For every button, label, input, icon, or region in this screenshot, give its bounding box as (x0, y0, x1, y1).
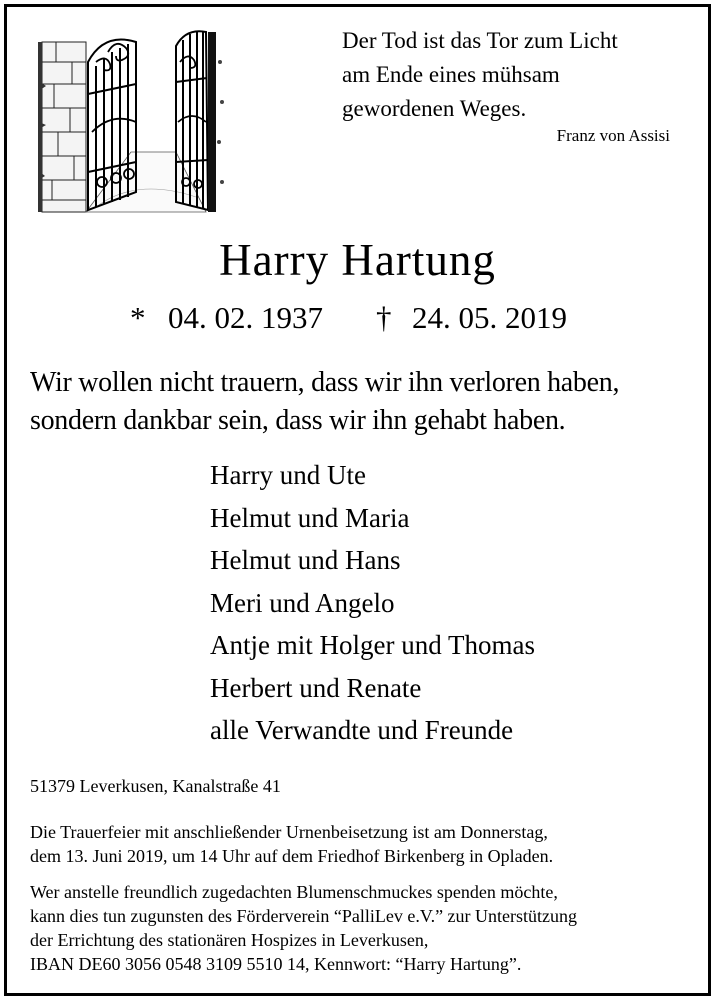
donation-line: IBAN DE60 3056 0548 3109 5510 14, Kennwort: “Harry Hartung”. (30, 954, 522, 974)
mourner: Helmut und Maria (210, 502, 410, 533)
donation-line: Wer anstelle freundlich zugedachten Blumenschmuckes spenden möchte, (30, 882, 558, 902)
donation-line: kann dies tun zugunsten des Förderverein “PalliLev e.V.” zur Unterstützung (30, 906, 578, 926)
funeral-info (30, 820, 690, 868)
mourner: Antje mit Holger und Thomas (210, 630, 535, 660)
mourners-list (210, 454, 680, 752)
quote-line: Der Tod ist das Tor zum Licht (342, 28, 618, 53)
birth-symbol: * (130, 300, 146, 335)
motto-line: sondern dankbar sein, dass wir ihn gehabt haben. (30, 405, 566, 436)
donation-line: der Errichtung des stationären Hospizes in Leverkusen, (30, 930, 429, 950)
deceased-name: Harry Hartung (219, 235, 496, 285)
death-symbol: † (376, 300, 392, 335)
address: 51379 Leverkusen, Kanalstraße 41 (30, 776, 281, 796)
mourner: Meri und Angelo (210, 587, 395, 618)
quote-author: Franz von Assisi (556, 126, 670, 145)
death-date: 24. 05. 2019 (412, 300, 567, 335)
quote (342, 24, 682, 126)
birth-date: 04. 02. 1937 (168, 300, 323, 335)
mourner: alle Verwandte und Freunde (210, 715, 514, 745)
quote-line: gewordenen Weges. (342, 96, 527, 121)
donation-info (30, 880, 690, 976)
funeral-line: dem 13. Juni 2019, um 14 Uhr auf dem Friedhof Birkenberg in Opladen. (30, 846, 554, 866)
motto (30, 364, 690, 440)
open-gate-illustration-icon (36, 22, 226, 214)
quote-line: am Ende eines mühsam (342, 62, 560, 87)
funeral-line: Die Trauerfeier mit anschließender Urnenbeisetzung ist am Donnerstag, (30, 822, 548, 842)
mourner: Helmut und Hans (210, 545, 401, 575)
motto-line: Wir wollen nicht trauern, dass wir ihn verloren haben, (30, 367, 620, 398)
mourner: Herbert und Renate (210, 672, 422, 703)
mourner: Harry und Ute (210, 460, 366, 490)
life-dates (0, 300, 715, 340)
